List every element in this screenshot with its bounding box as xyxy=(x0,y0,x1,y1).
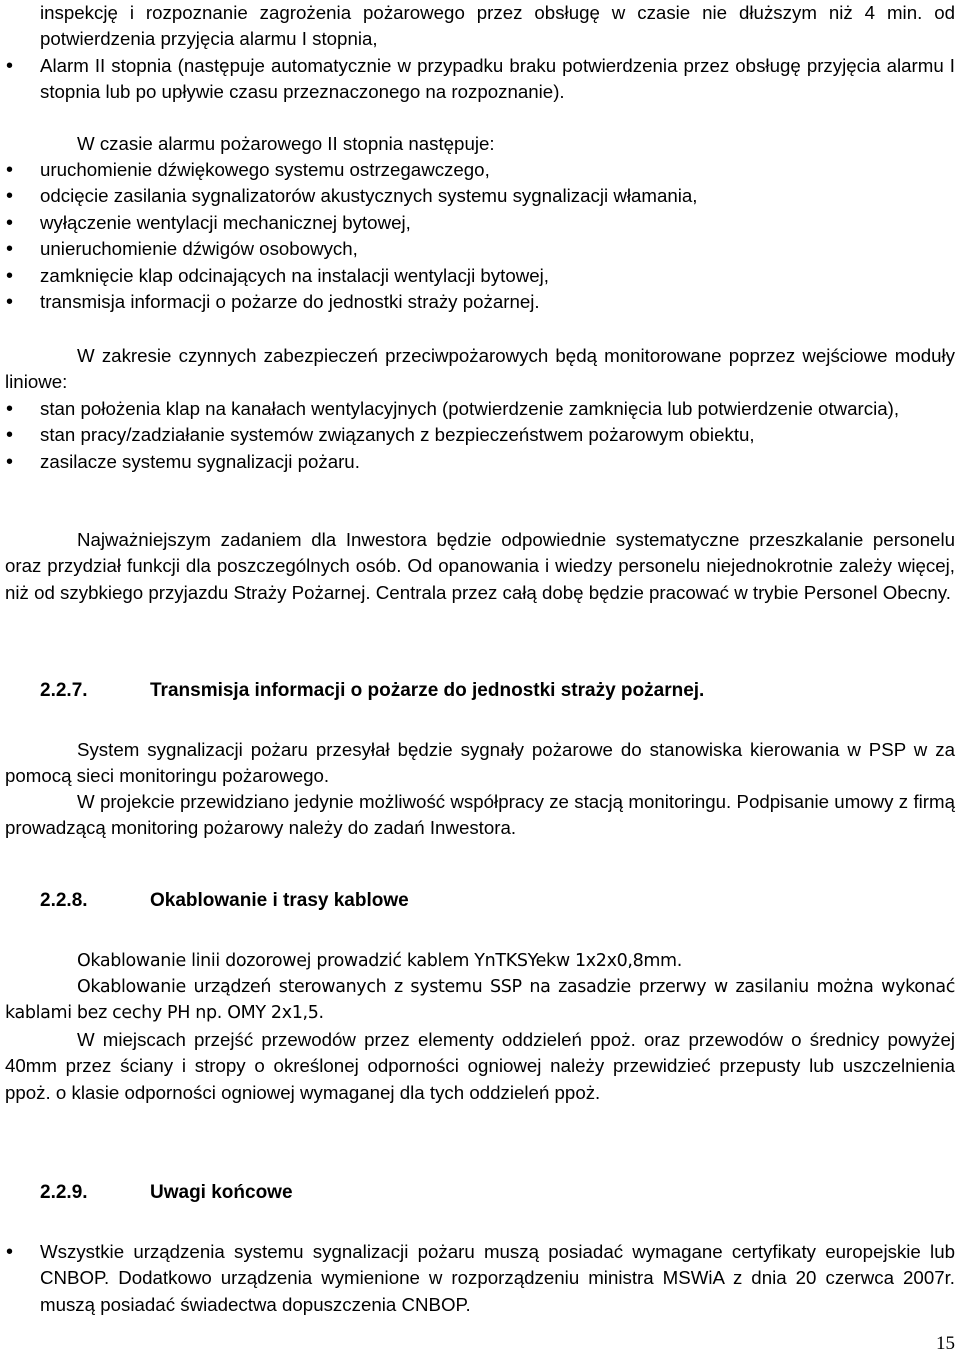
section-number: 2.2.8. xyxy=(40,890,88,911)
list-item: • stan położenia klap na kanałach wentylacyjnych (potwierdzenie zamknięcia lub potwierdzenie otwarcia), xyxy=(5,396,955,422)
intro-list xyxy=(5,53,955,106)
list-item: • wyłączenie wentylacji mechanicznej bytowej, xyxy=(5,210,955,236)
final-remarks-list xyxy=(5,1239,955,1318)
list-item: • stan pracy/zadziałanie systemów związanych z bezpieczeństwem pożarowym obiektu, xyxy=(5,422,955,448)
alarm2-list xyxy=(5,157,955,315)
monitoring-lead: W zakresie czynnych zabezpieczeń przeciwpożarowych będą monitorowane poprzez wejściowe moduły liniowe: xyxy=(5,345,955,393)
section-number: 2.2.7. xyxy=(40,680,88,701)
monitoring-list xyxy=(5,396,955,475)
alarm2-lead: W czasie alarmu pożarowego II stopnia następuje: xyxy=(77,133,495,154)
section-228-heading xyxy=(40,888,955,914)
section-title: Transmisja informacji o pożarze do jednostki straży pożarnej. xyxy=(150,680,705,701)
section-228-para1: Okablowanie linii dozorowej prowadzić kablem YnTKSYekw 1x2x0,8mm. xyxy=(77,951,682,971)
list-item: • odcięcie zasilania sygnalizatorów akustycznych systemu sygnalizacji włamania, xyxy=(5,183,955,209)
list-item: • zasilacze systemu sygnalizacji pożaru. xyxy=(5,449,955,475)
section-229-heading xyxy=(40,1180,955,1206)
section-number: 2.2.9. xyxy=(40,1182,88,1203)
section-227-para2: W projekcie przewidziano jedynie możliwość współpracy ze stacją monitoringu. Podpisanie umowy z firmą prowadzącą monitoring pożarowy należy do zadań Inwestora. xyxy=(5,791,955,839)
section-227-para1: System sygnalizacji pożaru przesyłał będzie sygnały pożarowe do stanowiska kierowania w PSP w za pomocą sieci monitoringu pożarowego. xyxy=(5,739,955,787)
list-item: • uruchomienie dźwiękowego systemu ostrzegawczego, xyxy=(5,157,955,183)
investor-paragraph: Najważniejszym zadaniem dla Inwestora będzie odpowiednie systematyczne przeszkalanie personelu oraz przydział funkcji dla poszczególnych osób. Od opanowania i wiedzy personelu niejednokrotnie zależy więcej, niż od szybkiego przyjazdu Straży Pożarnej. Centrala przez całą dobę będzie pracować w trybie Personel Obecny. xyxy=(5,529,955,603)
intro-paragraph: inspekcję i rozpoznanie zagrożenia pożarowego przez obsługę w czasie nie dłuższym niż 4 min. od potwierdzenia przyjęcia alarmu I stopnia, xyxy=(40,2,955,50)
list-item: • transmisja informacji o pożarze do jednostki straży pożarnej. xyxy=(5,289,955,315)
list-item: • unieruchomienie dźwigów osobowych, xyxy=(5,236,955,262)
page-number: 15 xyxy=(936,1333,955,1354)
section-title: Uwagi końcowe xyxy=(150,1182,293,1203)
list-item: • Alarm II stopnia (następuje automatycznie w przypadku braku potwierdzenia przez obsługę przyjęcia alarmu I stopnia lub po upływie czasu przeznaczonego na rozpoznanie). xyxy=(5,53,955,106)
list-item: • Wszystkie urządzenia systemu sygnalizacji pożaru muszą posiadać wymagane certyfikaty europejskie lub CNBOP. Dodatkowo urządzenia wymienione w rozporządzeniu ministra MSWiA z dnia 20 czerwca 2007r. muszą posiadać świadectwa dopuszczenia CNBOP. xyxy=(5,1239,955,1318)
section-title: Okablowanie i trasy kablowe xyxy=(150,890,409,911)
section-228-para2: Okablowanie urządzeń sterowanych z systemu SSP na zasadzie przerwy w zasilaniu można wykonać kablami bez cechy PH np. OMY 2x1,5. xyxy=(5,977,955,1024)
section-227-heading xyxy=(40,678,955,704)
list-item: • zamknięcie klap odcinających na instalacji wentylacji bytowej, xyxy=(5,263,955,289)
section-228-para3: W miejscach przejść przewodów przez elementy oddzieleń ppoż. oraz przewodów o średnicy powyżej 40mm przez ściany i stropy o określonej odporności ogniowej należy przewidzieć przepusty lub uszczelnienia ppoż. o klasie odporności ogniowej wymaganej dla tych oddzieleń ppoż. xyxy=(5,1029,955,1103)
